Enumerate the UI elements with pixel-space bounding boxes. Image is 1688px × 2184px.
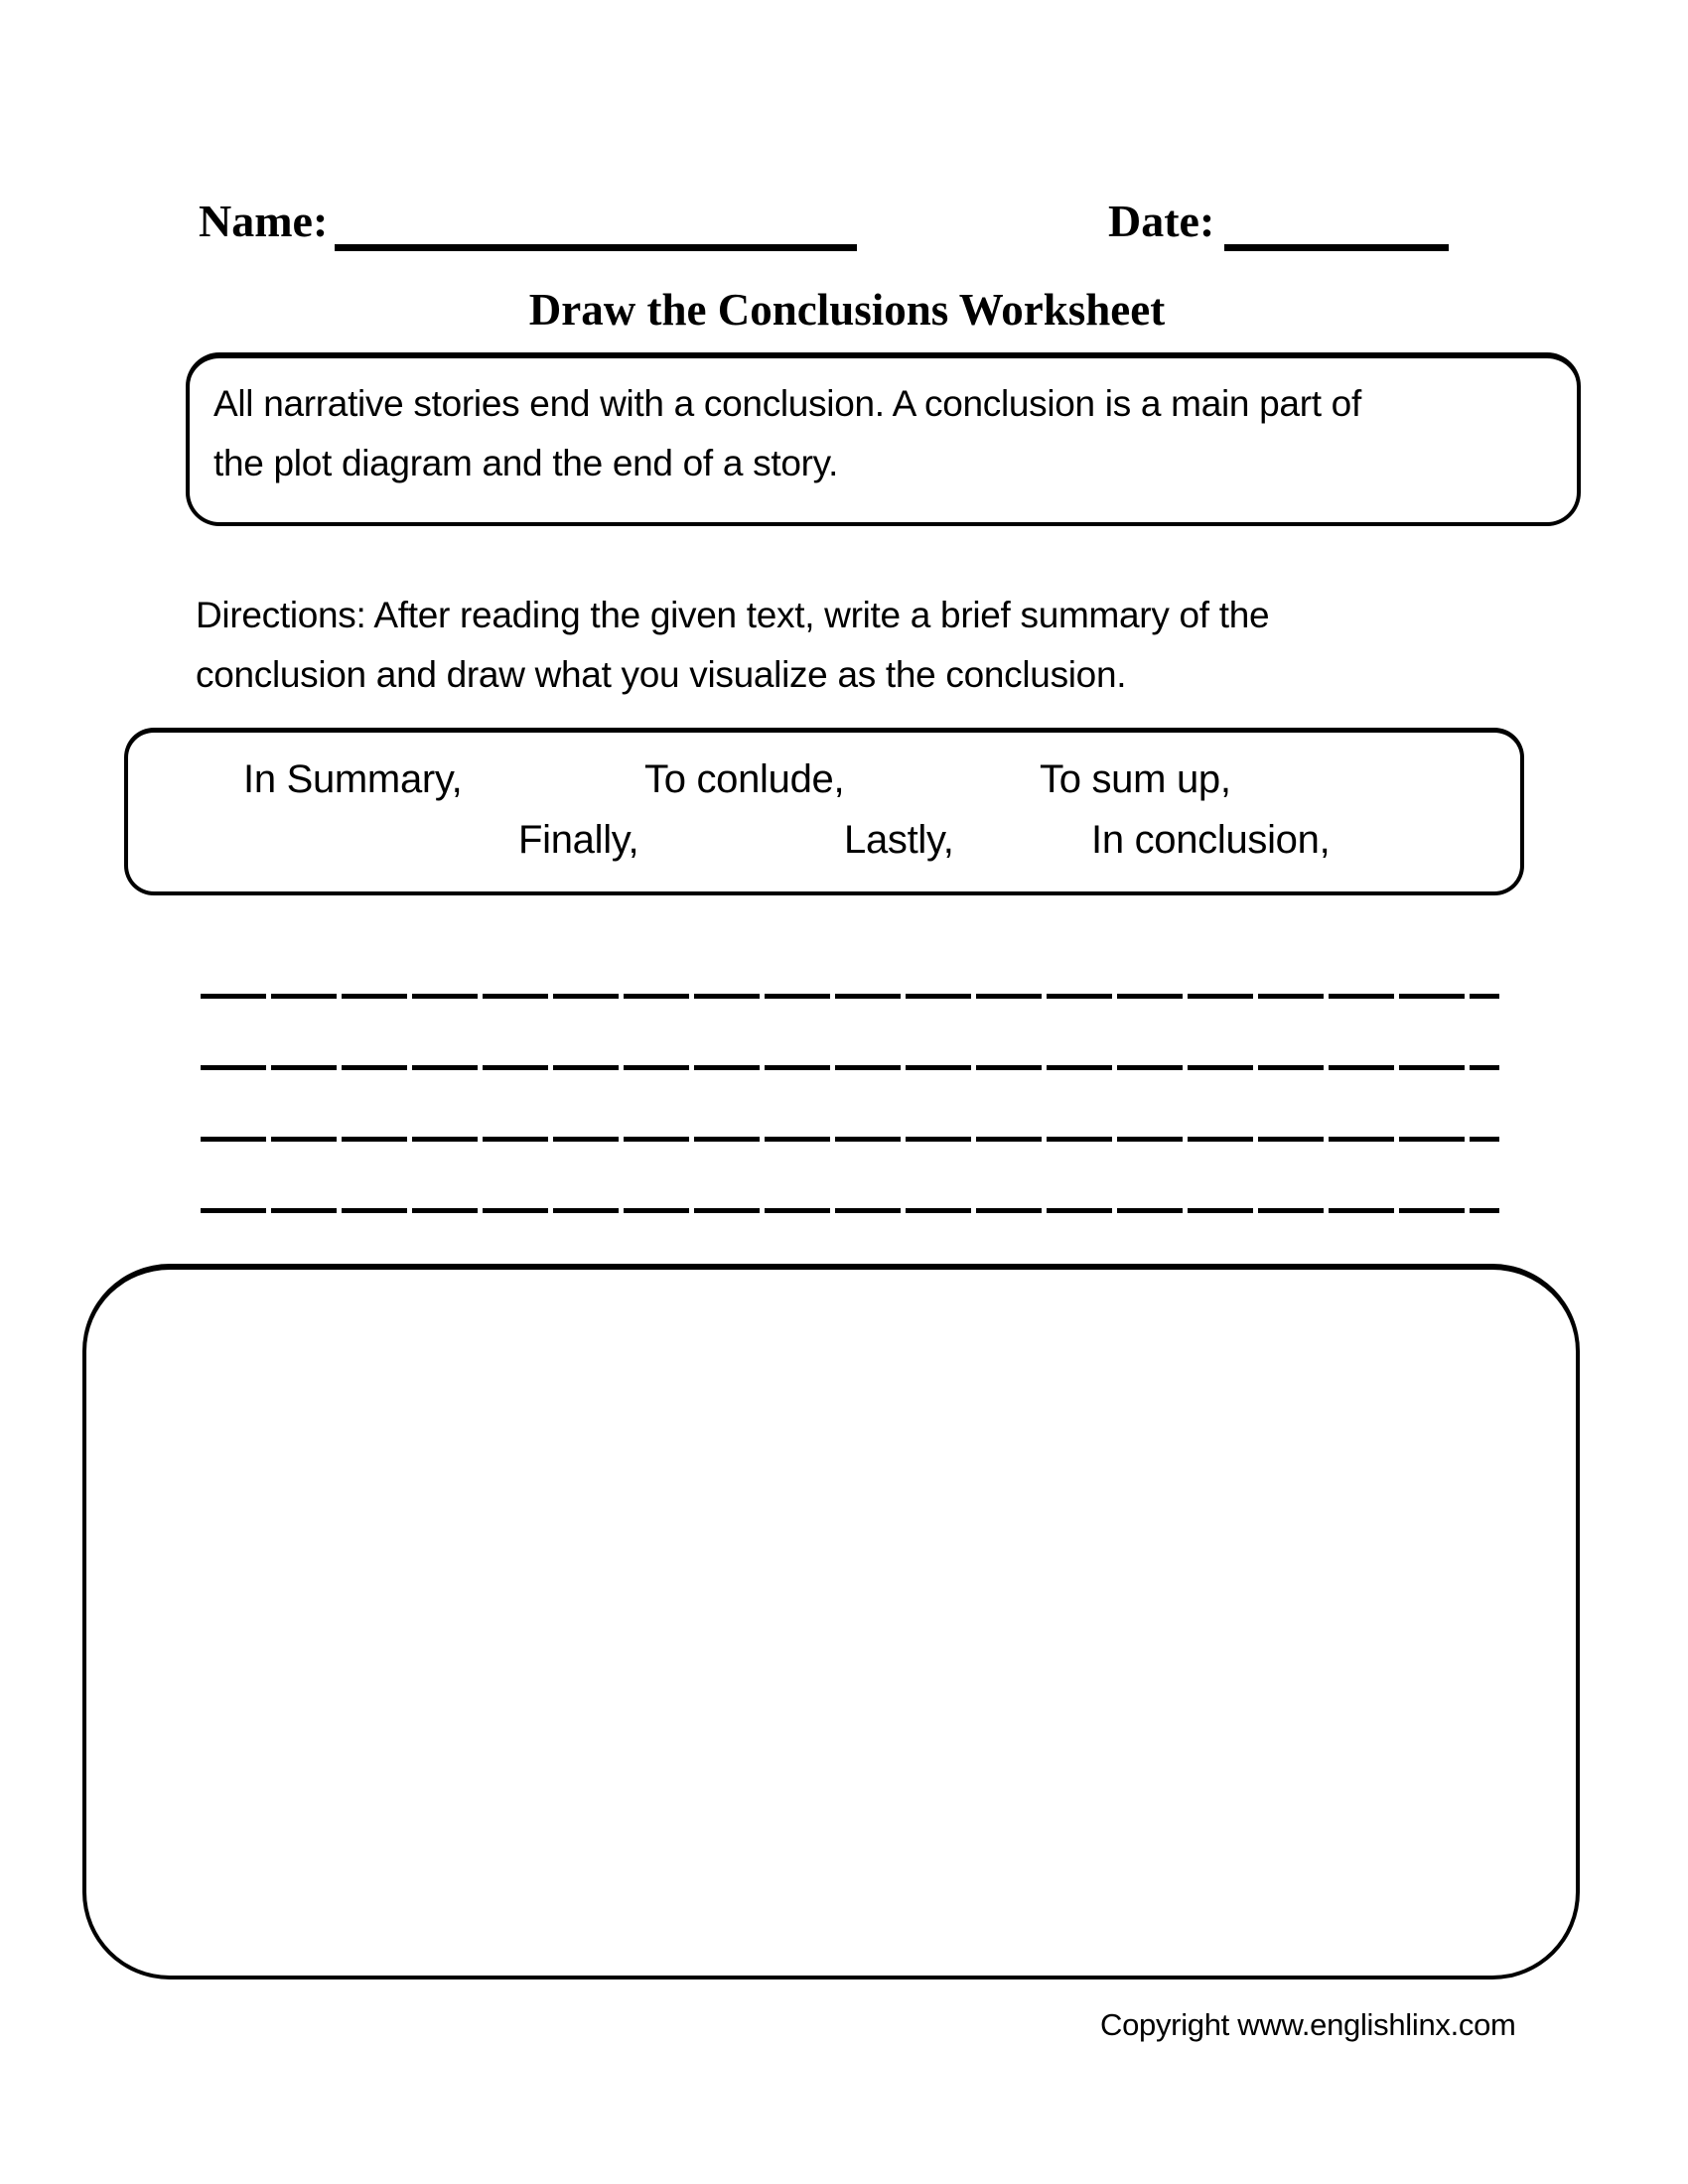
page-title: Draw the Conclusions Worksheet bbox=[528, 285, 1166, 335]
intro-box bbox=[186, 352, 1581, 526]
writing-line[interactable] bbox=[201, 1065, 1499, 1070]
date-blank-line[interactable] bbox=[1224, 244, 1449, 251]
writing-line[interactable] bbox=[201, 994, 1499, 999]
intro-line-2: the plot diagram and the end of a story. bbox=[213, 443, 839, 483]
transition-word-in-conclusion: In conclusion, bbox=[1091, 818, 1331, 862]
writing-line[interactable] bbox=[201, 1208, 1499, 1213]
transition-word-lastly: Lastly, bbox=[844, 818, 954, 862]
name-label: Name: bbox=[199, 196, 329, 246]
directions-line-2: conclusion and draw what you visualize as the conclusion. bbox=[196, 654, 1127, 695]
writing-line[interactable] bbox=[201, 1137, 1499, 1142]
name-blank-line[interactable] bbox=[335, 244, 857, 251]
directions-text bbox=[196, 586, 1269, 705]
transition-word-to-sum-up: To sum up, bbox=[1040, 757, 1231, 801]
drawing-area[interactable] bbox=[82, 1264, 1580, 1979]
writing-lines bbox=[201, 994, 1499, 1280]
copyright-text: Copyright www.englishlinx.com bbox=[1100, 2007, 1516, 2042]
intro-line-1: All narrative stories end with a conclusion. A conclusion is a main part of bbox=[213, 383, 1361, 424]
date-label: Date: bbox=[1108, 196, 1215, 246]
transition-word-to-conlude: To conlude, bbox=[644, 757, 845, 801]
transition-words-box bbox=[124, 728, 1524, 895]
transition-word-in-summary: In Summary, bbox=[243, 757, 463, 801]
transition-word-finally: Finally, bbox=[518, 818, 639, 862]
directions-line-1: Directions: After reading the given text, write a brief summary of the bbox=[196, 595, 1270, 635]
